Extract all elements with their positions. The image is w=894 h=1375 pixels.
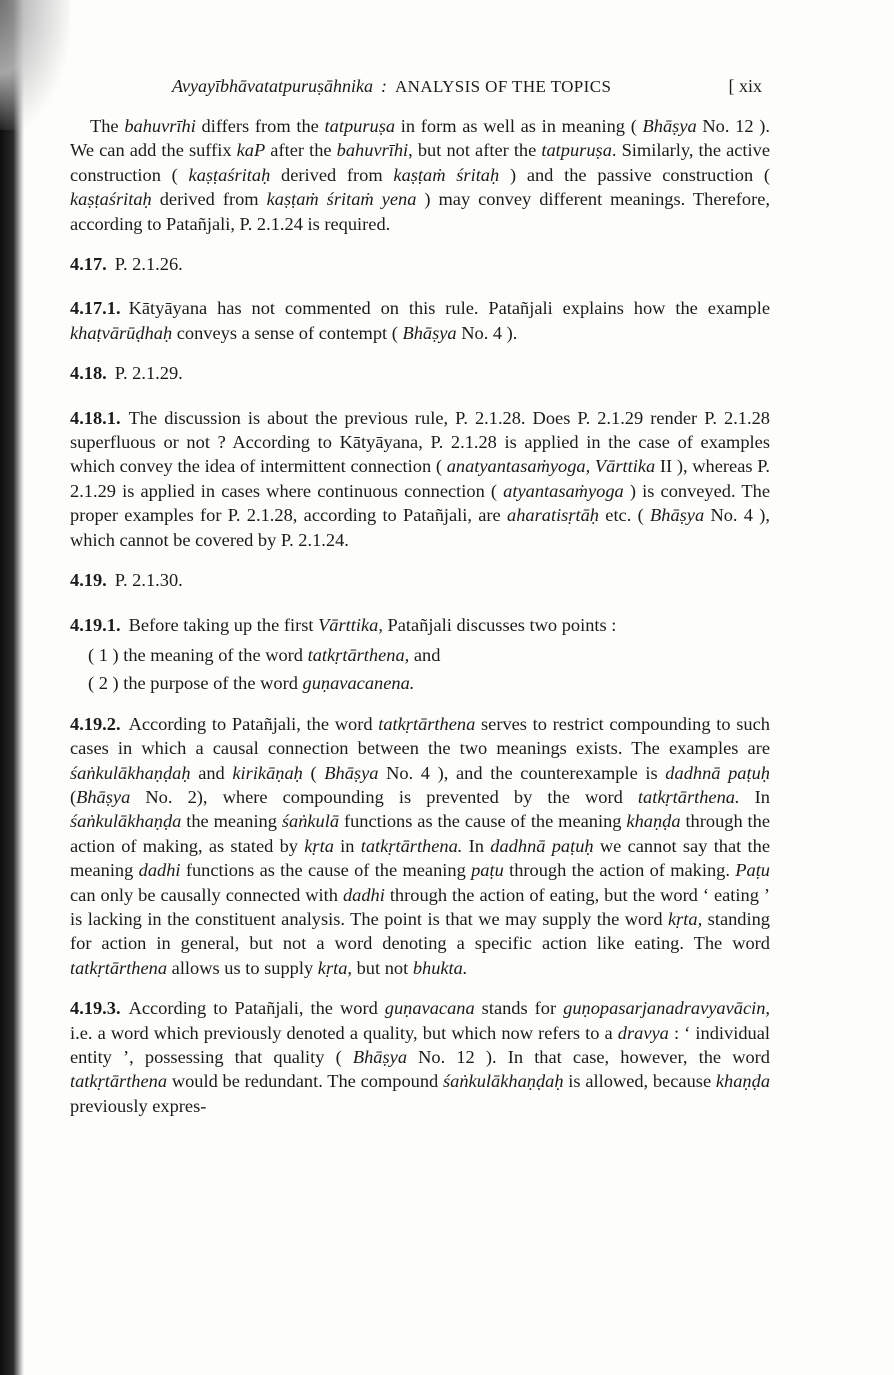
- italic-term: bahuvrīhi: [336, 140, 409, 161]
- italic-term: Bhāṣya: [642, 116, 697, 136]
- text-run: derived from: [270, 164, 394, 185]
- italic-term: tatkṛtārthena: [70, 1071, 168, 1092]
- italic-term: Bhāṣya: [352, 1047, 408, 1067]
- italic-term: anatyantasaṁyoga, Vārttika: [446, 456, 656, 477]
- text-run: , but not after the: [408, 140, 542, 161]
- text-run: No. 12 ). In that case, however, the word: [407, 1047, 770, 1067]
- text-run: Patañjali discusses two points :: [382, 614, 617, 635]
- italic-term: kaṣṭaṁ śritaḥ: [393, 164, 500, 185]
- text-run: can only be causally connected with: [70, 884, 343, 905]
- italic-term: guṇavacanena.: [302, 673, 415, 694]
- text-run: Avyayībhāvatatpuruṣāhnika: [172, 76, 373, 96]
- text-run: ( 2 ) the purpose of the word: [88, 673, 303, 694]
- text-run: . Similarly, the active construction (: [70, 140, 770, 185]
- italic-term: guṇavacana: [384, 998, 475, 1019]
- text-run: in: [333, 835, 361, 856]
- paragraph-4-18-1: [70, 406, 770, 552]
- page-body: [70, 114, 770, 1134]
- text-run: i.e. a word which previously denoted a quality, but which now refers to a: [70, 1022, 618, 1043]
- text-run: Kātyāyana has not commented on this rule. Patañjali explains how the example: [128, 298, 770, 319]
- italic-term: bhukta.: [412, 957, 468, 978]
- section-4-19: [70, 568, 770, 592]
- page-number: [ xix: [728, 76, 762, 96]
- section-number: 4.18.: [70, 363, 107, 384]
- section-number: 4.19.1.: [70, 614, 121, 635]
- italic-term: Bhāṣya: [76, 786, 131, 807]
- italic-term: śaṅkulā: [281, 811, 340, 832]
- italic-term: dravya: [617, 1022, 669, 1043]
- italic-term: khaṇḍa: [626, 811, 681, 832]
- italic-term: Paṭu: [735, 860, 770, 881]
- text-run: after the: [265, 140, 337, 161]
- text-run: serves to restrict compounding to such cases in which a causal connection between the two meanings exists. The examples are: [70, 713, 770, 759]
- paragraph-4-19-3: [70, 996, 770, 1118]
- italic-term: tatkṛtārthena: [70, 957, 168, 978]
- text-run: No. 12 ). We can add the suffix: [70, 116, 770, 161]
- section-number: 4.18.1.: [70, 407, 121, 428]
- text-run: functions as the cause of the meaning: [180, 860, 472, 881]
- text-run: No. 2), where compounding is prevented by the word: [130, 786, 638, 807]
- text-run: stands for: [474, 998, 564, 1019]
- text-run: etc. (: [599, 505, 651, 526]
- italic-term: aharatisṛtāḥ: [507, 505, 599, 526]
- text-run: allows us to supply: [167, 957, 318, 978]
- text-run: ) is conveyed. The proper examples for P. 2.1.28, according to Patañjali, are: [70, 480, 770, 526]
- section-4-18: [70, 361, 770, 385]
- italic-term: atyantasaṁyoga: [503, 480, 624, 501]
- text-run: (: [70, 786, 77, 807]
- text-run: conveys a sense of contempt (: [172, 322, 403, 343]
- paragraph-4-17-1: [70, 296, 770, 345]
- text-run: No. 4 ).: [456, 322, 518, 343]
- italic-term: tatpuruṣa: [541, 140, 612, 161]
- italic-term: kṛta,: [317, 957, 353, 978]
- text-run: The: [90, 116, 125, 136]
- italic-term: tatkṛtārthena: [378, 713, 476, 734]
- italic-term: dadhi: [342, 884, 385, 905]
- italic-term: kaP: [236, 140, 266, 161]
- text-run: P. 2.1.29.: [114, 363, 183, 384]
- text-run: would be redundant. The compound: [167, 1071, 443, 1092]
- italic-term: khaṇḍa: [715, 1071, 771, 1092]
- paragraph-4-19-2: [70, 712, 770, 980]
- list-item: [88, 671, 770, 695]
- text-run: In: [462, 835, 491, 856]
- text-run: ) and the passive construction (: [499, 164, 771, 185]
- italic-term: paṭu: [471, 860, 504, 881]
- italic-term: tatpuruṣa: [324, 116, 396, 136]
- text-run: The discussion is about the previous rule, P. 2.1.28. Does P. 2.1.29 render P. 2.1.28 superfluous or not ? According to Kātyāyana, P. 2.1.28 is applied in the case of examples which convey the idea of intermittent connection (: [70, 407, 770, 477]
- section-number: 4.17.1.: [70, 298, 121, 319]
- text-run: derived from: [151, 189, 267, 210]
- header-separator: :: [380, 76, 387, 96]
- text-run: is allowed, because: [563, 1071, 716, 1092]
- text-run: but not: [352, 957, 413, 978]
- text-run: the meaning: [181, 811, 282, 832]
- section-number: 4.19.: [70, 570, 107, 591]
- text-run: functions as the cause of the meaning: [339, 811, 627, 832]
- section-number: 4.17.: [70, 254, 107, 275]
- text-run: No. 4 ), which cannot be covered by P. 2.1.24.: [70, 505, 770, 550]
- text-run: in form as well as in meaning (: [395, 116, 643, 136]
- italic-term: dadhnā paṭuḥ: [490, 835, 594, 856]
- italic-term: dadhnā paṭuḥ: [665, 762, 771, 783]
- section-4-17: [70, 252, 770, 276]
- italic-term: kṛta,: [667, 908, 703, 929]
- italic-term: kaṣṭaśritaḥ: [188, 164, 271, 185]
- text-run: we cannot say that the meaning: [70, 835, 771, 881]
- text-run: through the action of eating, but the word ‘ eating ’ is lacking in the constituent analysis. The point is that we may supply the word: [70, 884, 770, 929]
- italic-term: śaṅkulākhaṇḍaḥ: [443, 1071, 564, 1092]
- italic-term: Vārttika,: [318, 614, 383, 635]
- text-run: Before taking up the first: [128, 614, 319, 635]
- italic-term: śaṅkulākhaṇḍa: [70, 811, 182, 832]
- italic-term: śaṅkulākhaṇḍaḥ: [70, 762, 191, 783]
- italic-term: tatkṛtārthena,: [307, 644, 410, 665]
- book-spine-shadow: [0, 0, 24, 1375]
- italic-term: Bhāṣya: [324, 762, 379, 783]
- text-run: previously expres-: [70, 1095, 207, 1116]
- text-run: : ‘ individual entity ’, possessing that quality (: [70, 1022, 770, 1067]
- italic-term: bahuvrīhi: [124, 116, 196, 136]
- running-title: [172, 76, 611, 97]
- text-run: P. 2.1.30.: [114, 570, 183, 591]
- text-run: II ), whereas P. 2.1.29 is applied in cases where continuous connection (: [70, 456, 771, 501]
- text-run: P. 2.1.26.: [114, 254, 183, 275]
- text-run: through the action of making, as stated by: [70, 811, 771, 856]
- italic-term: kaṣṭaṁ śritaṁ yena: [266, 189, 417, 210]
- section-number: 4.19.3.: [70, 998, 121, 1019]
- text-run: standing for action in general, but not a word denoting a specific action like eating. The word: [70, 908, 771, 954]
- text-run: differs from the: [195, 116, 325, 136]
- header-topics: ANALYSIS OF THE TOPICS: [394, 77, 612, 96]
- paragraph-bahuvrihi: [70, 114, 770, 236]
- italic-term: tatkṛtārthena.: [637, 786, 740, 807]
- paragraph-4-19-1: [70, 613, 770, 637]
- italic-term: dadhi: [138, 860, 181, 881]
- italic-term: Bhāṣya: [650, 505, 705, 526]
- text-run: No. 4 ), and the counterexample is: [378, 762, 666, 783]
- running-header: [172, 74, 762, 102]
- list-item: [88, 643, 770, 667]
- italic-term: kṛta: [304, 835, 334, 856]
- text-run: and: [409, 644, 441, 665]
- text-run: ) may convey different meanings. Therefore, according to Patañjali, P. 2.1.24 is required.: [70, 189, 770, 234]
- section-number: 4.19.2.: [70, 713, 121, 734]
- text-run: In: [739, 786, 770, 807]
- italic-term: khaṭvārūḍhaḥ: [70, 322, 173, 343]
- italic-term: kaṣṭaśritaḥ: [70, 189, 152, 210]
- text-run: and: [190, 762, 233, 783]
- text-run: through the action of making.: [503, 860, 736, 881]
- scan-edge-noise: [0, 0, 70, 130]
- italic-term: tatkṛtārthena.: [360, 835, 463, 856]
- text-run: (: [302, 762, 325, 783]
- italic-term: Bhāṣya: [402, 322, 457, 343]
- text-run: ( 1 ) the meaning of the word: [88, 644, 308, 665]
- italic-term: kirikāṇaḥ: [232, 762, 303, 783]
- text-run: According to Patañjali, the word: [128, 998, 385, 1019]
- italic-term: guṇopasarjanadravyavācin,: [563, 998, 771, 1019]
- text-run: According to Patañjali, the word: [128, 713, 379, 734]
